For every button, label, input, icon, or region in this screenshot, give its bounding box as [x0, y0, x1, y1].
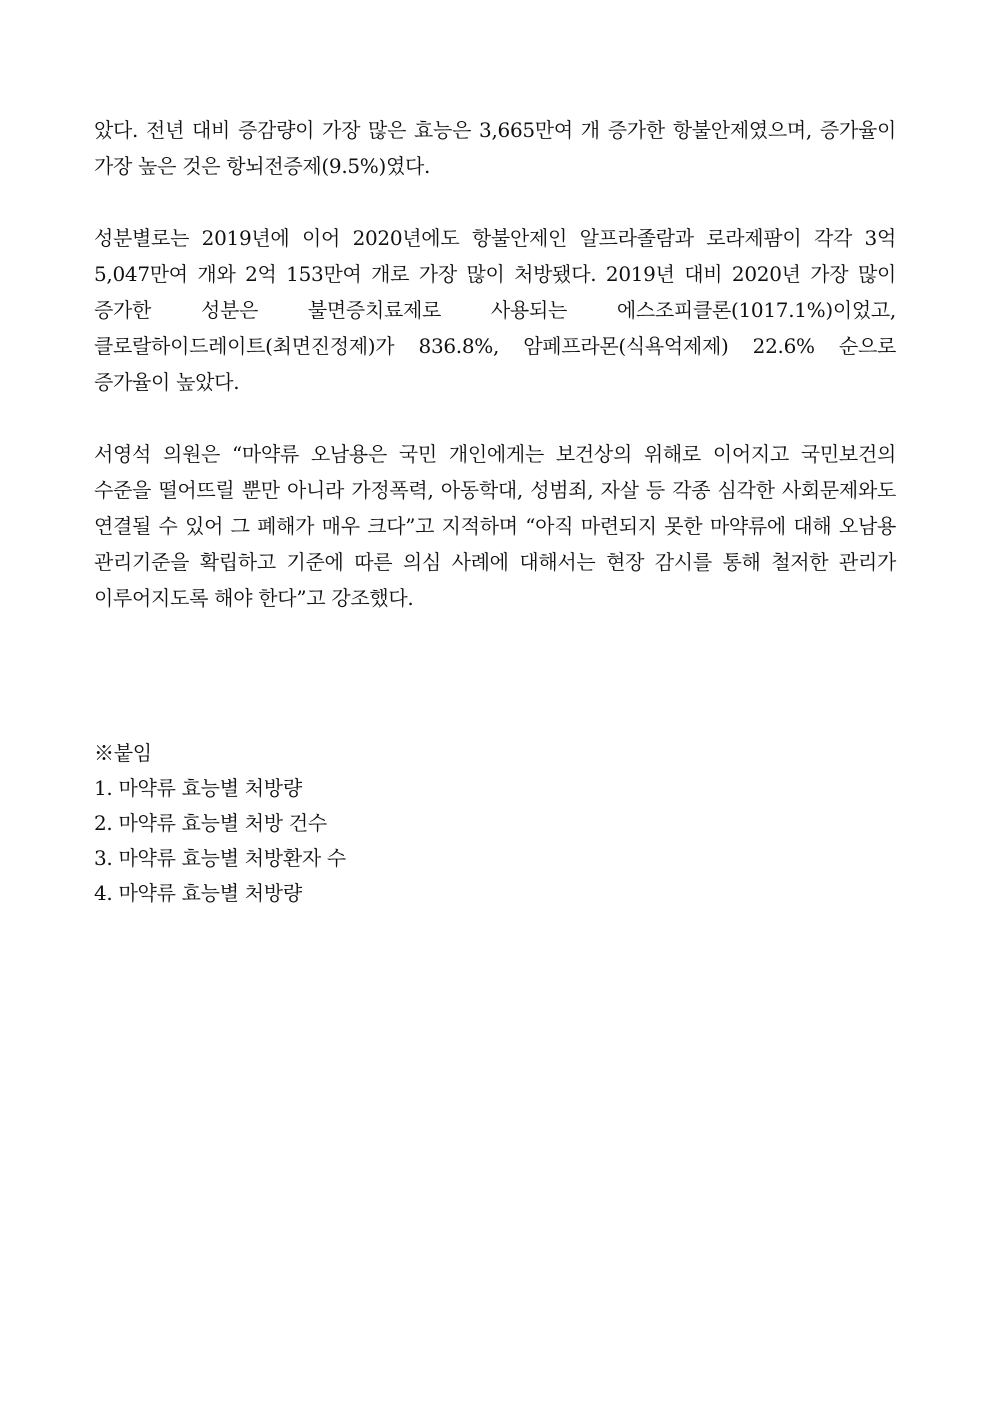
attachment-item: 1. 마약류 효능별 처방량: [94, 776, 302, 800]
paragraph-by-ingredient: 성분별로는 2019년에 이어 2020년에도 항불안제인 알프라졸람과 로라제팜이 각각 3억 5,047만여 개와 2억 153만여 개로 가장 많이 처방됐다. 2019년 대비 2020년 가장 많이 증가한 성분은 불면증치료제로 사용되는 에스조피클론(1017.1%)이었고, 클로랄하이드레이트(최면진정제)가 836.8%, 암페프라몬(식욕억제제) 22.6% 순으로 증가율이 높았다.: [94, 226, 896, 394]
paragraph-prescription-increase: 았다. 전년 대비 증감량이 가장 많은 효능은 3,665만여 개 증가한 항불안제였으며, 증가율이 가장 높은 것은 항뇌전증제(9.5%)였다.: [94, 118, 896, 178]
paragraph-lawmaker-quote: 서영석 의원은 “마약류 오남용은 국민 개인에게는 보건상의 위해로 이어지고 국민보건의 수준을 떨어뜨릴 뿐만 아니라 가정폭력, 아동학대, 성범죄, 자살 등 각종 심각한 사회문제와도 연결될 수 있어 그 폐해가 매우 크다”고 지적하며 “아직 마련되지 못한 마약류에 대해 오남용 관리기준을 확립하고 기준에 따른 의심 사례에 대해서는 현장 감시를 통해 철저한 관리가 이루어지도록 해야 한다”고 강조했다.: [94, 442, 896, 610]
document-body: [94, 112, 896, 616]
attachment-item: 2. 마약류 효능별 처방 건수: [94, 811, 327, 835]
attachments-heading: ※붙임: [94, 741, 152, 765]
attachment-item: 4. 마약류 효능별 처방량: [94, 881, 302, 905]
attachments-section: [94, 736, 896, 911]
attachments-list: [94, 771, 896, 911]
attachment-item: 3. 마약류 효능별 처방환자 수: [94, 846, 346, 870]
